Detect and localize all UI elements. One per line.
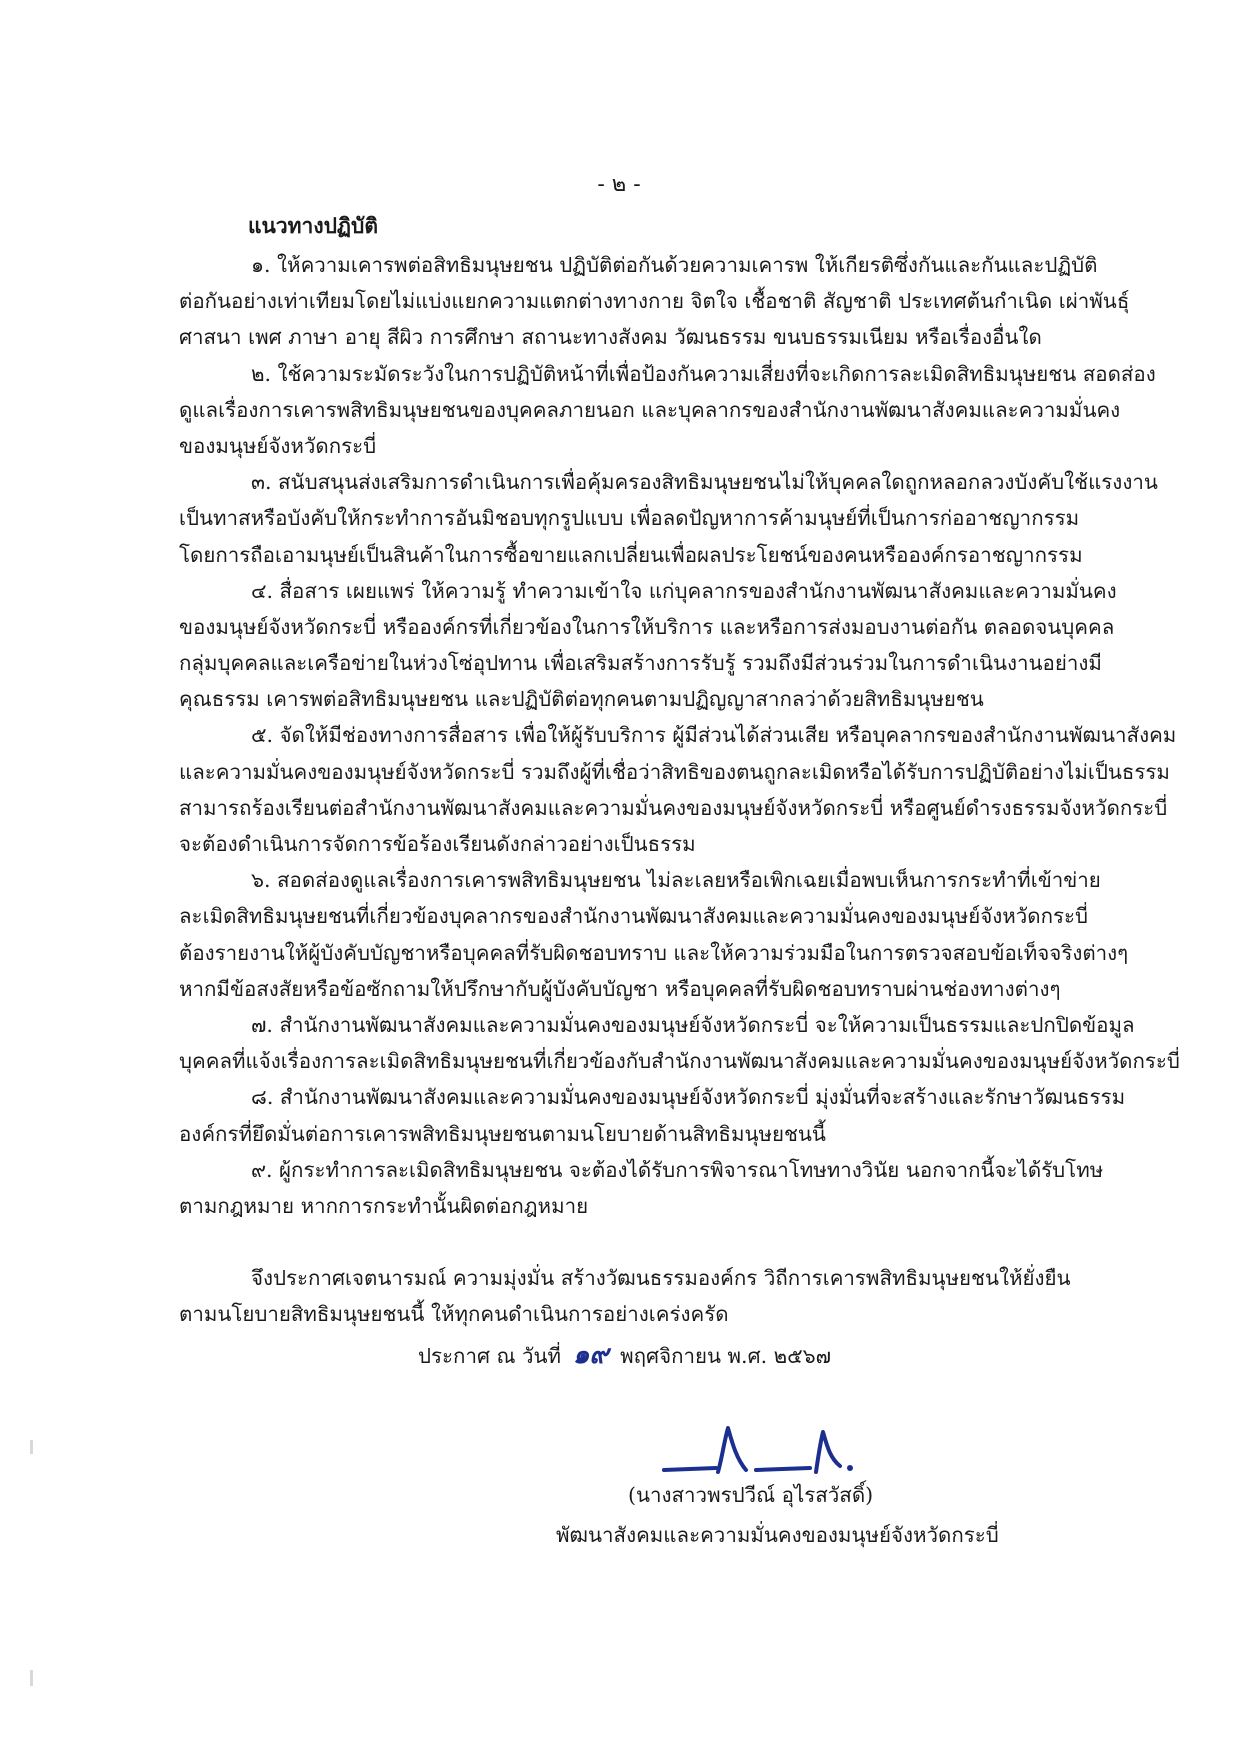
item-9-line-1: ๙. ผู้กระทำการละเมิดสิทธิมนุษยชน จะต้องได้รับการพิจารณาโทษทางวินัย นอกจากนี้จะได้รับโทษ [251, 1157, 1104, 1182]
item-4-line-4: คุณธรรม เคารพต่อสิทธิมนุษยชน และปฏิบัติต่อทุกคนตามปฏิญญาสากลว่าด้วยสิทธิมนุษยชน [179, 687, 984, 712]
item-3-line-3: โดยการถือเอามนุษย์เป็นสินค้าในการซื้อขายแลกเปลี่ยนเพื่อผลประโยชน์ของคนหรือองค์กรอาชญากรรม [179, 542, 1083, 567]
item-4-line-3: กลุ่มบุคคลและเครือข่ายในห่วงโซ่อุปทาน เพื่อเสริมสร้างการรับรู้ รวมถึงมีส่วนร่วมในการดำเนินงานอย่างมี [179, 651, 1102, 676]
item-7-line-1: ๗. สำนักงานพัฒนาสังคมและความมั่นคงของมนุษย์จังหวัดกระบี่ จะให้ความเป็นธรรมและปกปิดข้อมูล [251, 1012, 1135, 1037]
policy-body [179, 247, 1180, 1332]
item-2-line-2: ดูแลเรื่องการเคารพสิทธิมนุษยชนของบุคคลภายนอก และบุคลากรของสำนักงานพัฒนาสังคมและความมั่นคง [179, 397, 1121, 422]
item-6-line-1: ๖. สอดส่องดูแลเรื่องการเคารพสิทธิมนุษยชน ไม่ละเลยหรือเพิกเฉยเมื่อพบเห็นการกระทำที่เข้าข่าย [251, 868, 1101, 893]
item-8-line-2: องค์กรที่ยึดมั่นต่อการเคารพสิทธิมนุษยชนตามนโยบายด้านสิทธิมนุษยชนนี้ [179, 1121, 826, 1146]
item-7-line-2: บุคคลที่แจ้งเรื่องการละเมิดสิทธิมนุษยชนที่เกี่ยวข้องกับสำนักงานพัฒนาสังคมและความมั่นคงของมนุษย์จังหวัดกระบี่ [179, 1049, 1180, 1074]
item-4-line-1: ๔. สื่อสาร เผยแพร่ ให้ความรู้ ทำความเข้าใจ แก่บุคลากรของสำนักงานพัฒนาสังคมและความมั่นคง [251, 578, 1117, 603]
announcement-prefix: ประกาศ ณ วันที่ [418, 1344, 562, 1368]
item-6-line-3: ต้องรายงานให้ผู้บังคับบัญชาหรือบุคคลที่รับผิดชอบทราบ และให้ความร่วมมือในการตรวจสอบข้อเท็จจริงต่างๆ [179, 940, 1129, 965]
paragraph-gap [179, 1224, 1129, 1260]
item-6-line-2: ละเมิดสิทธิมนุษยชนที่เกี่ยวข้องบุคลากรของสำนักงานพัฒนาสังคมและความมั่นคงของมนุษย์จังหวัดกระบี่ [179, 904, 1089, 929]
announcement-date [418, 1334, 831, 1375]
scan-edge-mark [30, 1670, 33, 1686]
handwritten-day: ๑๙ [572, 1340, 609, 1370]
handwritten-signature [660, 1410, 860, 1490]
page-number: - ๒ - [597, 172, 641, 197]
item-3-line-1: ๓. สนับสนุนส่งเสริมการดำเนินการเพื่อคุ้มครองสิทธิมนุษยชนไม่ให้บุคคลใดถูกหลอกลวงบังคับใช้แรงงาน [251, 470, 1158, 495]
item-2-line-3: ของมนุษย์จังหวัดกระบี่ [179, 433, 377, 458]
signatory-name: (นางสาวพรปวีณ์ อุไรสวัสดิ์) [628, 1483, 874, 1507]
item-9-line-2: ตามกฎหมาย หากการกระทำนั้นผิดต่อกฎหมาย [179, 1193, 589, 1218]
item-1-line-3: ศาสนา เพศ ภาษา อายุ สีผิว การศึกษา สถานะทางสังคม วัฒนธรรม ขนบธรรมเนียม หรือเรื่องอื่นใด [179, 325, 1042, 350]
item-5-line-3: สามารถร้องเรียนต่อสำนักงานพัฒนาสังคมและความมั่นคงของมนุษย์จังหวัดกระบี่ หรือศูนย์ดำรงธรรมจังหวัดกระบี่ [179, 795, 1168, 820]
announcement-month-year: พฤศจิกายน พ.ศ. ๒๕๖๗ [620, 1344, 832, 1368]
item-6-line-4: หากมีข้อสงสัยหรือข้อซักถามให้ปรึกษากับผู้บังคับบัญชา หรือบุคคลที่รับผิดชอบทราบผ่านช่องทางต่างๆ [179, 976, 1061, 1001]
section-heading: แนวทางปฏิบัติ [248, 213, 378, 238]
item-5-line-4: จะต้องดำเนินการจัดการข้อร้องเรียนดังกล่าวอย่างเป็นธรรม [179, 832, 696, 856]
item-1-line-1: ๑. ให้ความเคารพต่อสิทธิมนุษยชน ปฏิบัติต่อกันด้วยความเคารพ ให้เกียรติซึ่งกันและกันและปฏิบัติ [251, 253, 1098, 277]
closing-line-1: จึงประกาศเจตนารมณ์ ความมุ่งมั่น สร้างวัฒนธรรมองค์กร วิถีการเคารพสิทธิมนุษยชนให้ยั่งยืน [251, 1266, 1071, 1291]
signatory-title: พัฒนาสังคมและความมั่นคงของมนุษย์จังหวัดกระบี่ [556, 1523, 999, 1547]
closing-line-2: ตามนโยบายสิทธิมนุษยชนนี้ ให้ทุกคนดำเนินการอย่างเคร่งครัด [179, 1302, 729, 1327]
scan-edge-mark [30, 1440, 33, 1454]
item-1-line-2: ต่อกันอย่างเท่าเทียมโดยไม่แบ่งแยกความแตกต่างทางกาย จิตใจ เชื้อชาติ สัญชาติ ประเทศต้นกำเนิด เผ่าพันธุ์ [179, 289, 1130, 314]
item-2-line-1: ๒. ใช้ความระมัดระวังในการปฏิบัติหน้าที่เพื่อป้องกันความเสี่ยงที่จะเกิดการละเมิดสิทธิมนุษยชน สอดส่อง [251, 361, 1156, 386]
item-3-line-2: เป็นทาสหรือบังคับให้กระทำการอันมิชอบทุกรูปแบบ เพื่อลดปัญหาการค้ามนุษย์ที่เป็นการก่ออาชญากรรม [179, 506, 1080, 531]
item-5-line-2: และความมั่นคงของมนุษย์จังหวัดกระบี่ รวมถึงผู้ที่เชื่อว่าสิทธิของตนถูกละเมิดหรือได้รับการปฏิบัติอย่างไม่เป็นธรรม [179, 759, 1170, 784]
item-8-line-1: ๘. สำนักงานพัฒนาสังคมและความมั่นคงของมนุษย์จังหวัดกระบี่ มุ่งมั่นที่จะสร้างและรักษาวัฒนธรรม [251, 1085, 1126, 1110]
item-5-line-1: ๕. จัดให้มีช่องทางการสื่อสาร เพื่อให้ผู้รับบริการ ผู้มีส่วนได้ส่วนเสีย หรือบุคลากรของสำนักงานพัฒนาสังคม [251, 723, 1177, 748]
item-4-line-2: ของมนุษย์จังหวัดกระบี่ หรือองค์กรที่เกี่ยวข้องในการให้บริการ และหรือการส่งมอบงานต่อกัน ตลอดจนบุคคล [179, 614, 1115, 639]
